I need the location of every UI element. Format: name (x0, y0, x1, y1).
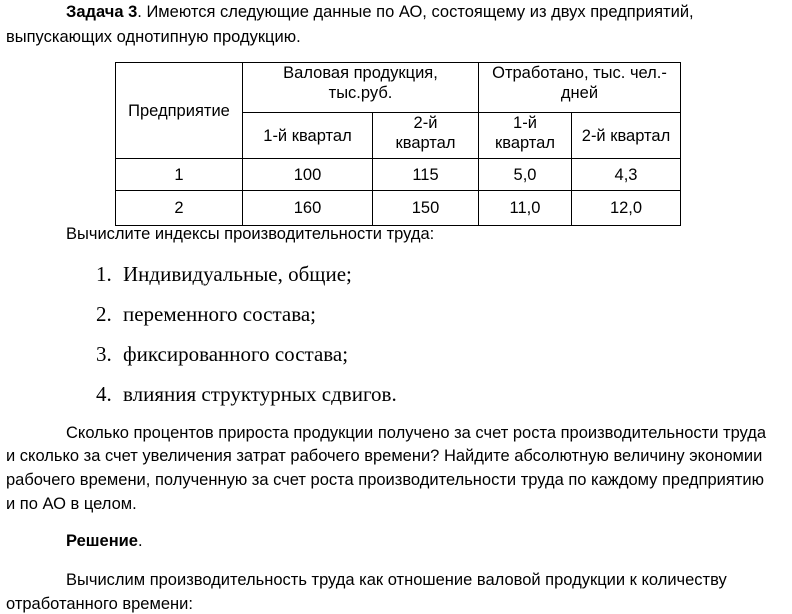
compute-prompt: Вычислите индексы производительности труда: (66, 225, 435, 243)
solution-line: отработанного времени: (6, 595, 193, 613)
list-item (96, 382, 397, 406)
question-line: и сколько за счет увеличения затрат рабочего времени? Найдите абсолютную величину экономии (6, 447, 763, 465)
header-gross-output: Валовая продукция, тыс.руб. (243, 63, 479, 113)
task-intro-line2: выпускающих однотипную продукцию. (6, 28, 301, 46)
list-item (96, 342, 349, 366)
list-number: 2. (96, 302, 112, 326)
table-cell: 2 (116, 191, 243, 226)
list-text: переменного состава; (123, 302, 317, 326)
list-item (96, 302, 317, 326)
data-table (115, 62, 681, 226)
question-line: Сколько процентов прироста продукции получено за счет роста производительности труда (66, 424, 767, 442)
list-number: 1. (96, 262, 112, 286)
table-row (116, 191, 681, 226)
task-intro-text: . Имеются следующие данные по АО, состоящему из двух предприятий, (137, 3, 694, 21)
list-text: фиксированного состава; (123, 342, 349, 366)
table-cell: 11,0 (479, 191, 572, 226)
question-line: рабочего времени, полученную за счет роста производительности труда по каждому предприятию (6, 471, 764, 489)
header-worked-time: Отработано, тыс. чел.- дней (479, 63, 681, 113)
table-cell: 160 (243, 191, 373, 226)
table-cell: 150 (373, 191, 479, 226)
header-enterprise: Предприятие (116, 63, 243, 159)
solution-label: Решение (66, 532, 138, 550)
task-heading-line (66, 2, 694, 22)
table-cell: 100 (243, 159, 373, 191)
header-worked-q2: 2-й квартал (572, 113, 681, 159)
question-line: и по АО в целом. (6, 495, 137, 513)
list-number: 4. (96, 382, 112, 406)
table-cell: 115 (373, 159, 479, 191)
list-text: влияния структурных сдвигов. (123, 382, 397, 406)
header-gross-q1: 1-й квартал (243, 113, 373, 159)
solution-dot: . (138, 532, 143, 550)
task-label: Задача 3 (66, 3, 138, 21)
header-worked-q1: 1-й квартал (479, 113, 572, 159)
table-cell: 1 (116, 159, 243, 191)
table-row (116, 159, 681, 191)
table-cell: 4,3 (572, 159, 681, 191)
solution-line: Вычислим производительность труда как отношение валовой продукции к количеству (66, 571, 727, 589)
table-cell: 5,0 (479, 159, 572, 191)
list-text: Индивидуальные, общие; (123, 262, 352, 286)
header-gross-q2: 2-й квартал (373, 113, 479, 159)
list-number: 3. (96, 342, 112, 366)
table-cell: 12,0 (572, 191, 681, 226)
solution-heading (66, 531, 143, 551)
list-item (96, 262, 352, 286)
